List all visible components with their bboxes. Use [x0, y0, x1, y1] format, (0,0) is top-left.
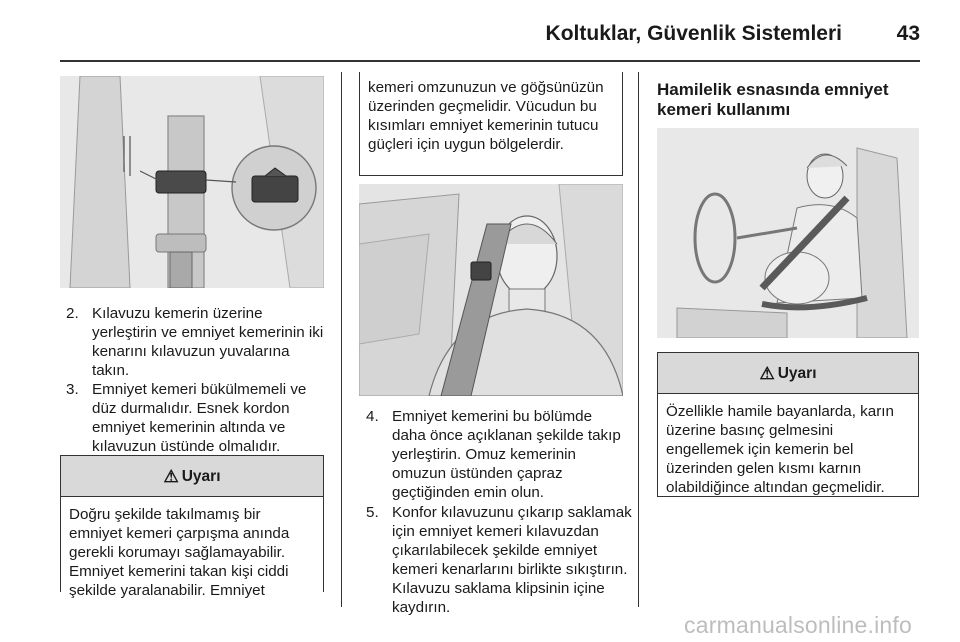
warning-continued-text: kemeri omzunuzun ve göğsünüzün üzerinden geçmelidir. Vücudun bu kısımları emniyet kemerinin tutucu güçleri için uygun bölgelerdir. — [368, 79, 604, 153]
pregnant-driver-drawing — [657, 128, 919, 338]
warning-triangle-icon: ⚠ — [759, 363, 775, 383]
warning-box-right — [657, 352, 919, 497]
watermark: carmanualsonline.info — [684, 612, 912, 638]
step-number: 5. — [366, 504, 379, 521]
seated-passenger-illustration — [359, 184, 623, 396]
warning-box-continued — [359, 72, 623, 176]
warning-box-header — [61, 456, 323, 497]
section-title: Hamilelik esnasında emniyet kemeri kullanımı — [657, 80, 889, 119]
step-text: Konfor kılavuzunu çıkarıp saklamak için emniyet kemeri kılavuzdan çıkarılabilecek şekilde emniyet kemeri kenarlarını birlikte sıkıştırın. Kılavuzu saklama klipsinin içine kaydırın. — [392, 504, 632, 616]
step-4 — [366, 407, 628, 502]
warning-title: Uyarı — [777, 364, 817, 382]
page-number: 43 — [896, 22, 920, 45]
step-number: 4. — [366, 408, 379, 425]
step-text: Emniyet kemeri bükülmemeli ve düz durmalıdır. Esnek kordon emniyet kemerinin altında ve kılavuzun üstünde olmalıdır. — [92, 381, 307, 455]
warning-box-header — [658, 353, 918, 394]
pregnant-driver-illustration — [657, 128, 919, 338]
column-divider-left — [341, 72, 342, 607]
seated-passenger-drawing — [359, 184, 623, 396]
warning-box-left — [60, 455, 324, 599]
belt-guide-drawing — [60, 76, 324, 288]
step-3 — [66, 380, 328, 456]
belt-guide-illustration — [60, 76, 324, 288]
warning-text: Doğru şekilde takılmamış bir emniyet kemeri çarpışma anında gerekli korumayı sağlamayabilir. Emniyet kemerini takan kişi ciddi şekilde yaralanabilir. Emniyet — [69, 506, 290, 599]
header-rule — [60, 60, 920, 62]
warning-text: Özellikle hamile bayanlarda, karın üzerine basınç gelmesini engellemek için kemerin bel üzerinden gelen kısmı karnın olabildiğince altından geçmelidir. — [666, 403, 894, 496]
step-text: Emniyet kemerini bu bölümde daha önce açıklanan şekilde takıp yerleştirin. Omuz kemerinin omuzun üstünden çapraz geçtiğinden emin olun. — [392, 408, 621, 501]
step-number: 2. — [66, 305, 79, 322]
step-2 — [66, 304, 328, 380]
step-text: Kılavuzu kemerin üzerine yerleştirin ve emniyet kemerinin iki kenarını kılavuzun yuvalarına takın. — [92, 305, 324, 379]
warning-triangle-icon: ⚠ — [163, 466, 179, 486]
step-number: 3. — [66, 381, 79, 398]
step-5 — [366, 503, 632, 617]
warning-title: Uyarı — [181, 467, 221, 485]
column-divider-right — [638, 72, 639, 607]
page-header — [60, 18, 920, 62]
page-title: Koltuklar, Güvenlik Sistemleri — [545, 22, 842, 45]
